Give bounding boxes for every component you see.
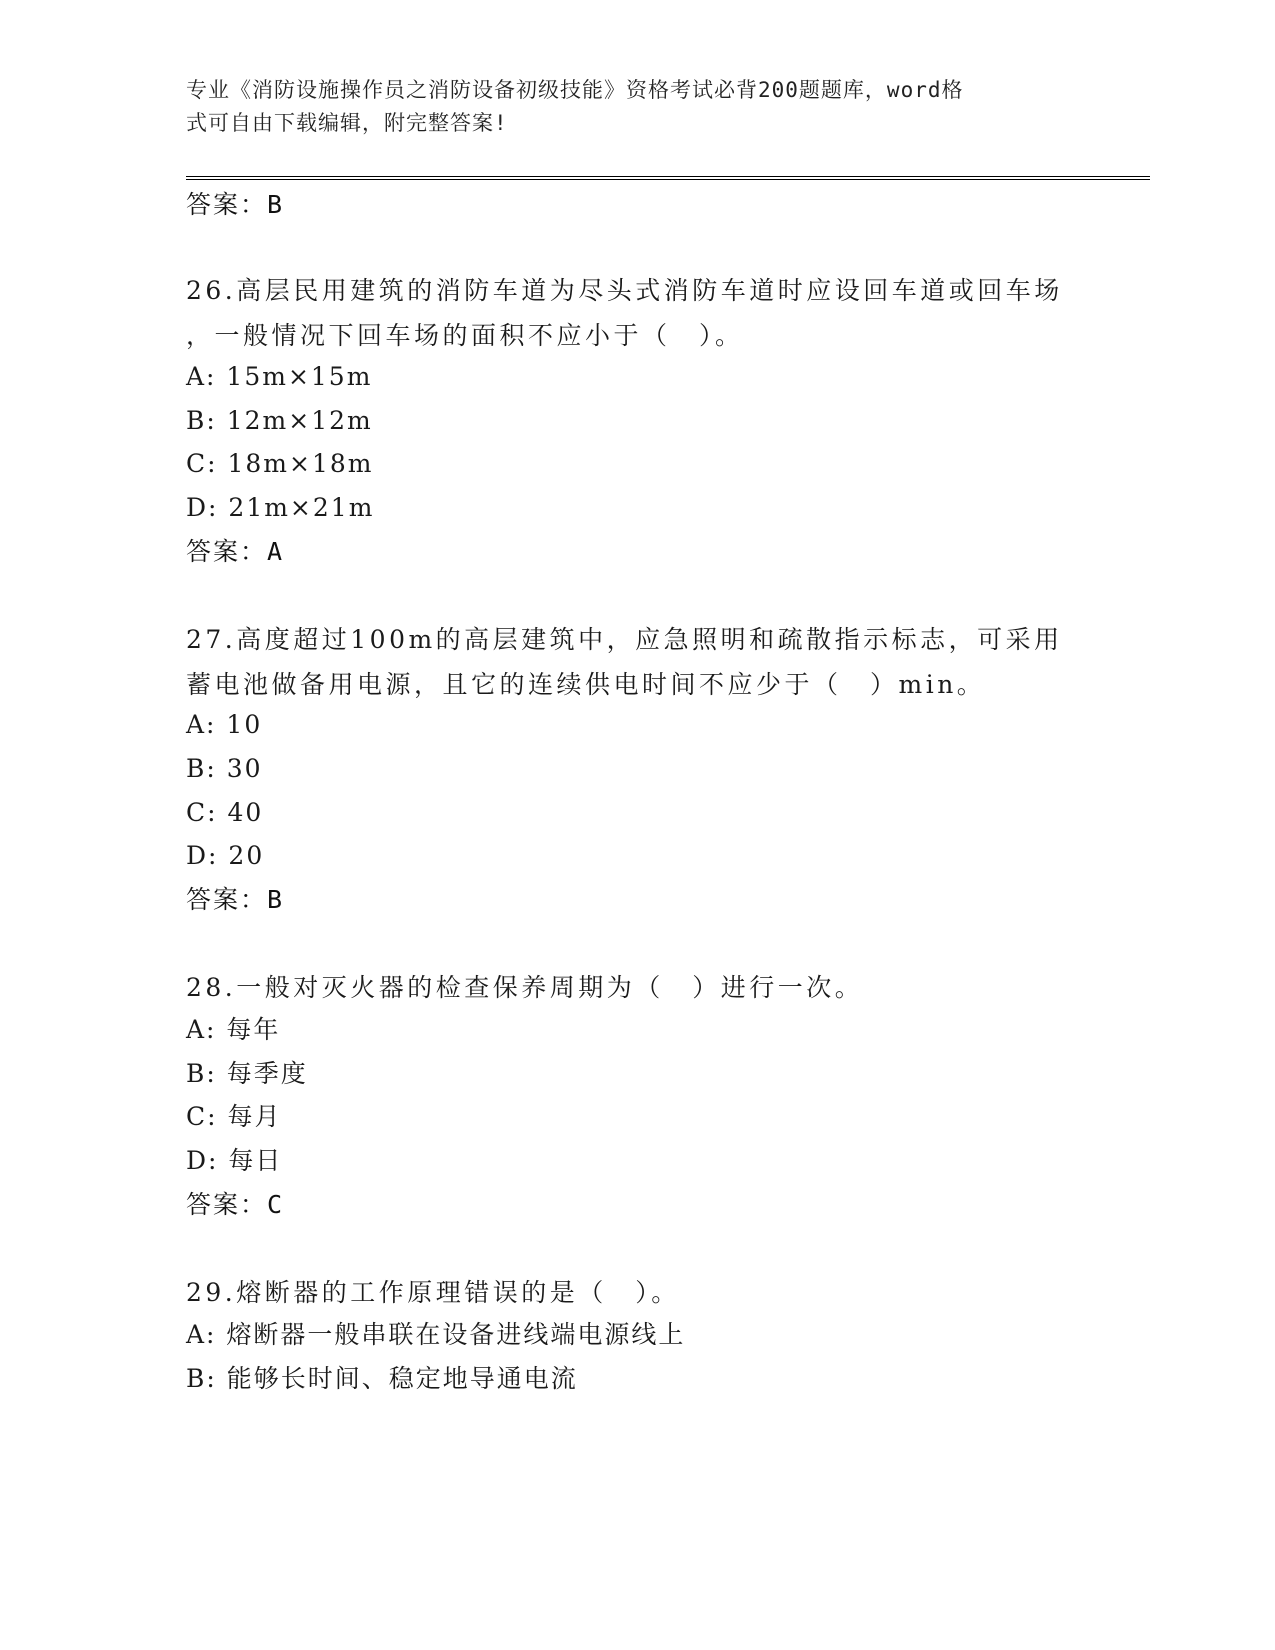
question-27-option-a: A: 10 <box>186 710 263 739</box>
question-27-option-d: D: 20 <box>186 841 265 870</box>
question-27-option-c: C: 40 <box>186 798 264 827</box>
question-29 <box>186 1270 1086 1315</box>
header-line-2: 式可自由下载编辑，附完整答案! <box>186 111 508 135</box>
question-27-line-2: 蓄电池做备用电源，且它的连续供电时间不应少于（ ）min。 <box>186 670 986 699</box>
page-header <box>186 74 1066 140</box>
question-26-line-1: 26.高层民用建筑的消防车道为尽头式消防车道时应设回车道或回车场 <box>186 276 1063 305</box>
question-27 <box>186 617 1086 707</box>
question-27-line-1: 27.高度超过100m的高层建筑中，应急照明和疏散指示标志，可采用 <box>186 625 1063 654</box>
answer-28: 答案：C <box>186 1190 285 1219</box>
question-29-option-a: A: 熔断器一般串联在设备进线端电源线上 <box>186 1320 686 1349</box>
answer-26: 答案：A <box>186 537 285 566</box>
question-26-line-2: ，一般情况下回车场的面积不应小于（ ）。 <box>186 321 744 350</box>
question-26 <box>186 268 1086 358</box>
question-26-option-c: C: 18m×18m <box>186 449 374 478</box>
header-line-1: 专业《消防设施操作员之消防设备初级技能》资格考试必背200题题库，word格 <box>186 78 964 102</box>
question-28-option-a: A: 每年 <box>186 1015 281 1044</box>
question-28-option-b: B: 每季度 <box>186 1059 308 1088</box>
question-26-option-b: B: 12m×12m <box>186 406 373 435</box>
question-28-line-1: 28.一般对灭火器的检查保养周期为（ ）进行一次。 <box>186 973 864 1002</box>
answer-27: 答案：B <box>186 885 285 914</box>
question-26-option-d: D: 21m×21m <box>186 493 375 522</box>
question-29-line-1: 29.熔断器的工作原理错误的是（ ）。 <box>186 1278 680 1307</box>
answer-25: 答案：B <box>186 190 285 219</box>
header-divider <box>186 176 1150 180</box>
question-28 <box>186 965 1086 1010</box>
question-27-option-b: B: 30 <box>186 754 263 783</box>
question-29-option-b: B: 能够长时间、稳定地导通电流 <box>186 1364 578 1393</box>
question-28-option-c: C: 每月 <box>186 1102 282 1131</box>
question-26-option-a: A: 15m×15m <box>186 362 373 391</box>
question-28-option-d: D: 每日 <box>186 1146 283 1175</box>
